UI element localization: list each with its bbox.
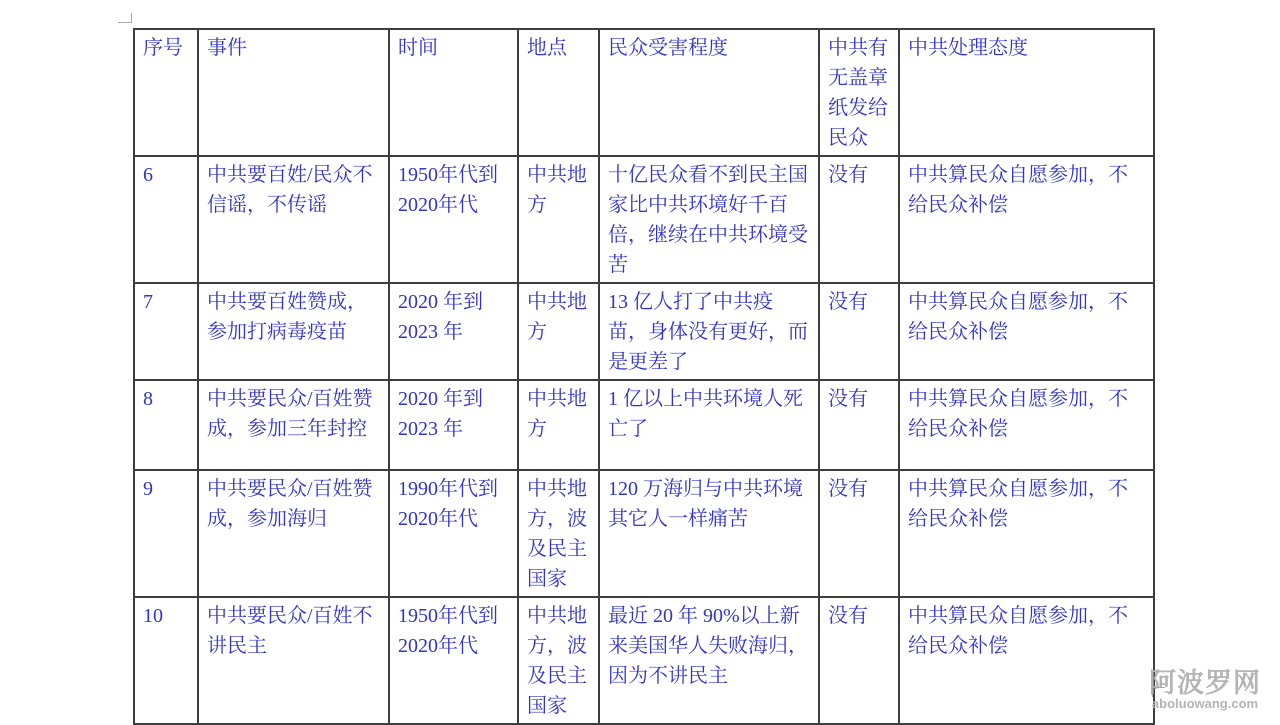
index-cell: 8 [134,380,198,470]
event-cell: 中共要民众/百姓赞成，参加海归 [198,470,389,597]
event-cell: 中共要百姓/民众不信谣，不传谣 [198,156,389,283]
harm-cell: 120 万海归与中共环境其它人一样痛苦 [599,470,819,597]
header-place: 地点 [518,29,599,156]
table-row [134,283,1154,380]
event-cell: 中共要民众/百姓不讲民主 [198,597,389,724]
place-cell: 中共地方 [518,380,599,470]
editor-corner-mark-bottom-right [1152,687,1165,697]
table-header [134,29,1154,156]
attitude-cell: 中共算民众自愿参加，不给民众补偿 [899,597,1154,724]
editor-corner-mark-top-left [118,13,132,23]
attitude-cell: 中共算民众自愿参加，不给民众补偿 [899,380,1154,470]
index-cell: 10 [134,597,198,724]
place-cell: 中共地方 [518,156,599,283]
place-cell: 中共地方 [518,283,599,380]
header-time: 时间 [389,29,518,156]
index-cell: 7 [134,283,198,380]
watermark-url-text: aboluowang.com [1151,696,1259,711]
stamp-cell: 没有 [819,470,899,597]
harm-cell: 13 亿人打了中共疫苗，身体没有更好，而是更差了 [599,283,819,380]
event-cell: 中共要百姓赞成，参加打病毒疫苗 [198,283,389,380]
header-index: 序号 [134,29,198,156]
watermark-logo-text: 阿波罗网 [1149,668,1261,698]
events-table [133,28,1155,725]
place-cell: 中共地方，波及民主国家 [518,470,599,597]
time-cell: 1950年代到2020年代 [389,597,518,724]
table-row [134,156,1154,283]
header-attitude: 中共处理态度 [899,29,1154,156]
attitude-cell: 中共算民众自愿参加，不给民众补偿 [899,283,1154,380]
attitude-cell: 中共算民众自愿参加，不给民众补偿 [899,156,1154,283]
table-row [134,470,1154,597]
time-cell: 1990年代到2020年代 [389,470,518,597]
index-cell: 6 [134,156,198,283]
header-stamp: 中共有无盖章纸发给民众 [819,29,899,156]
time-cell: 1950年代到2020年代 [389,156,518,283]
stamp-cell: 没有 [819,597,899,724]
time-cell: 2020 年到 2023 年 [389,380,518,470]
harm-cell: 十亿民众看不到民主国家比中共环境好千百倍，继续在中共环境受苦 [599,156,819,283]
stamp-cell: 没有 [819,283,899,380]
stamp-cell: 没有 [819,380,899,470]
table-row [134,380,1154,470]
time-cell: 2020 年到 2023 年 [389,283,518,380]
harm-cell: 最近 20 年 90%以上新来美国华人失败海归，因为不讲民主 [599,597,819,724]
document-table-container [133,28,1155,725]
header-event: 事件 [198,29,389,156]
harm-cell: 1 亿以上中共环境人死亡了 [599,380,819,470]
table-row [134,597,1154,724]
place-cell: 中共地方，波及民主国家 [518,597,599,724]
stamp-cell: 没有 [819,156,899,283]
header-harm: 民众受害程度 [599,29,819,156]
header-row [134,29,1154,156]
index-cell: 9 [134,470,198,597]
attitude-cell: 中共算民众自愿参加，不给民众补偿 [899,470,1154,597]
event-cell: 中共要民众/百姓赞成，参加三年封控 [198,380,389,470]
table-body [134,156,1154,724]
